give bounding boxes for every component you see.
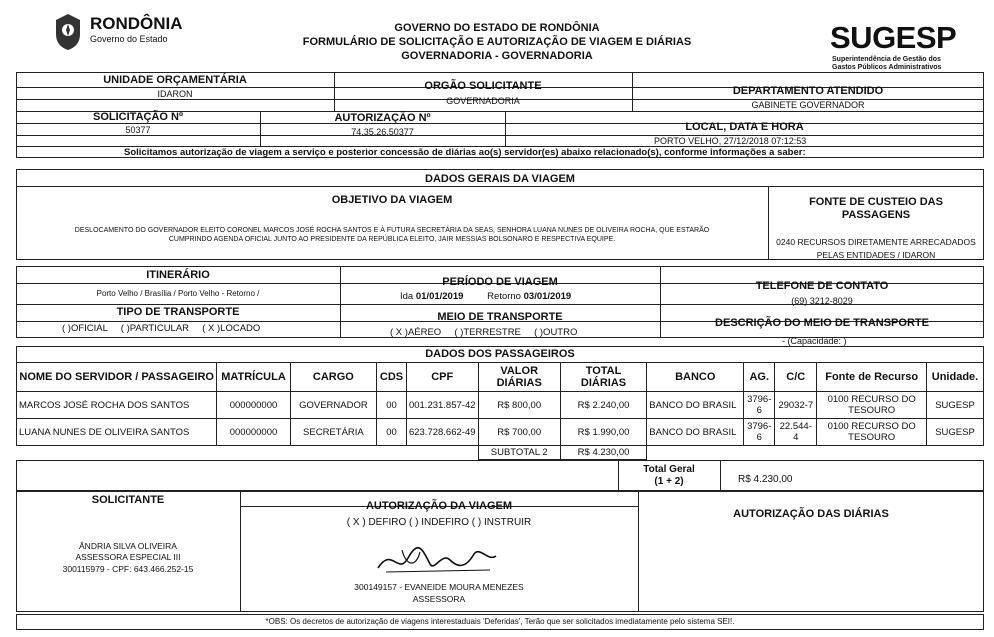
sugesp-subtitle-1: Superintendência de Gestão dos <box>832 56 941 63</box>
itinerario-value: Porto Velho / Brasília / Porto Velho - Retorno / <box>96 289 260 298</box>
descricao-label: DESCRIÇÃO DO MEIO DE TRANSPORTE <box>715 317 929 329</box>
local-value: PORTO VELHO, 27/12/2018 07:12:53 <box>654 136 807 146</box>
col-banco: BANCO <box>647 363 744 392</box>
col-total-diarias: TOTAL DIÁRIAS <box>560 363 646 392</box>
tipo-transporte-label: TIPO DE TRANSPORTE <box>116 306 240 318</box>
autorizador-role: ASSESSORA <box>412 594 466 604</box>
solicitacao-label: SOLICITAÇÃO Nº <box>93 111 183 123</box>
cell-cpf: 001.231.857-42 <box>406 392 478 419</box>
fonte-value-1: 0240 RECURSOS DIRETAMENTE ARRECADADOS <box>776 237 976 247</box>
intro-text: Solicitamos autorização de viagem a serviço e posterior concessão de diárias ao(s) servidor(es) abaixo relacionado(s), conforme informações a saber: <box>124 147 806 158</box>
passageiros-title: DADOS DOS PASSAGEIROS <box>425 348 575 360</box>
col-matricula: MATRÍCULA <box>217 363 290 392</box>
signature-icon <box>372 538 502 580</box>
col-nome: NOME DO SERVIDOR / PASSAGEIRO <box>17 363 217 392</box>
cell-cds: 00 <box>377 419 407 446</box>
doc-title-2: FORMULÁRIO DE SOLICITAÇÃO E AUTORIZAÇÃO DE VIAGEM E DIÁRIAS <box>302 36 692 48</box>
cell-banco: BANCO DO BRASIL <box>647 419 744 446</box>
periodo-label: PERÍODO DE VIAGEM <box>442 276 558 288</box>
col-unidade: Unidade. <box>927 363 984 392</box>
autorizacao-viagem-options: ( X ) DEFIRO ( ) INDEFIRO ( ) INSTRUIR <box>346 517 532 528</box>
doc-title-3: GOVERNADORIA - GOVERNADORIA <box>401 50 593 62</box>
cell-valor-diarias: R$ 800,00 <box>478 392 560 419</box>
obs-text: *OBS: Os decretos de autorização de viagens interestaduais 'Deferidas', Terão que ser solicitados imediatamente pelo sistema SEI!. <box>265 617 735 626</box>
total-geral-label-2: (1 + 2) <box>654 476 684 487</box>
col-fonte-recurso: Fonte de Recurso <box>817 363 927 392</box>
ida-label: Ida <box>400 291 414 302</box>
cell-total-diarias: R$ 1.990,00 <box>560 419 646 446</box>
cell-unidade: SUGESP <box>927 392 984 419</box>
sugesp-logo: SUGESP <box>830 20 957 55</box>
cell-nome: LUANA NUNES DE OLIVEIRA SANTOS <box>17 419 217 446</box>
solicitante-id: 300115979 - CPF: 643.466.252-15 <box>62 564 194 574</box>
cell-cds: 00 <box>377 392 407 419</box>
total-geral-block <box>16 460 984 491</box>
solicitante-name: ÂNDRIA SILVA OLIVEIRA <box>79 541 177 551</box>
objetivo-line-1: DESLOCAMENTO DO GOVERNADOR ELEITO CORONEL MARCOS JOSÉ ROCHA SANTOS E À FUTURA SECRETÁRIA DA SEAS, SENHORA LUANA NUNES DE OLIVEIRA ROCHA, QUE ESTARÃO <box>74 227 710 234</box>
total-geral-value: R$ 4.230,00 <box>738 474 793 485</box>
total-geral-label-1: Total Geral <box>643 464 695 475</box>
objetivo-line-2: CUMPRINDO AGENDA OFICIAL JUNTO AO PRESIDENTE DA REPÚBLICA ELEITO, JAIR MESSIAS BOLSONARO E RESPECTIVA EQUIPE. <box>168 236 616 243</box>
unidade-label: UNIDADE ORÇAMENTÁRIA <box>103 74 247 86</box>
cell-total-diarias: R$ 2.240,00 <box>560 392 646 419</box>
cell-agencia: 3796-6 <box>744 419 775 446</box>
periodo-values <box>400 291 571 302</box>
autorizacao-value: 74.35.26.50377 <box>351 127 414 137</box>
subtotal-value: R$ 4.230,00 <box>560 446 646 460</box>
cell-fonte-recurso: 0100 RECURSO DO TESOURO <box>817 392 927 419</box>
cell-banco: BANCO DO BRASIL <box>647 392 744 419</box>
fonte-label-1: FONTE DE CUSTEIO DAS <box>809 196 943 208</box>
solicitante-label: SOLICITANTE <box>91 494 165 506</box>
orgao-value: GOVERNADORIA <box>446 96 520 106</box>
cell-matricula: 000000000 <box>217 419 290 446</box>
col-cds: CDS <box>377 363 407 392</box>
cell-conta: 29032-7 <box>775 392 817 419</box>
telefone-label: TELEFONE DE CONTATO <box>755 280 889 292</box>
cell-unidade: SUGESP <box>927 419 984 446</box>
retorno-label: Retorno <box>487 291 521 302</box>
meio-transporte-options: ( X )AÉREO ( )TERRESTRE ( )OUTRO <box>390 327 578 338</box>
autorizacao-diarias-label: AUTORIZAÇÃO DAS DIÁRIAS <box>733 508 889 520</box>
local-label: LOCAL, DATA E HORA <box>685 121 804 133</box>
objetivo-label: OBJETIVO DA VIAGEM <box>331 194 453 206</box>
departamento-value: GABINETE GOVERNADOR <box>751 100 865 110</box>
cell-fonte-recurso: 0100 RECURSO DO TESOURO <box>817 419 927 446</box>
cell-nome: MARCOS JOSÉ ROCHA DOS SANTOS <box>17 392 217 419</box>
tipo-transporte-options: ( )OFICIAL ( )PARTICULAR ( X )LOCADO <box>62 323 261 334</box>
cell-cargo: GOVERNADOR <box>290 392 376 419</box>
col-cargo: CARGO <box>290 363 376 392</box>
autorizacao-label: AUTORIZAÇÃO Nº <box>334 112 431 124</box>
doc-title-1: GOVERNO DO ESTADO DE RONDÔNIA <box>394 22 600 34</box>
unidade-value: IDARON <box>157 89 193 99</box>
ida-value: 01/01/2019 <box>415 291 464 302</box>
autorizacao-viagem-label: AUTORIZAÇÃO DA VIAGEM <box>365 500 513 512</box>
meio-transporte-label: MEIO DE TRANSPORTE <box>437 311 563 323</box>
subtotal-label: SUBTOTAL 2 <box>478 446 560 460</box>
cell-conta: 22.544-4 <box>775 419 817 446</box>
orgao-label: ORGÃO SOLICITANTE <box>424 80 542 92</box>
departamento-label: DEPARTAMENTO ATENDIDO <box>732 85 884 97</box>
descricao-value: - (Capacidade: ) <box>782 336 847 346</box>
col-cpf: CPF <box>406 363 478 392</box>
subtotal-row <box>17 446 984 460</box>
fonte-label-2: PASSAGENS <box>841 209 911 221</box>
passengers-header-row <box>17 363 984 392</box>
cell-valor-diarias: R$ 700,00 <box>478 419 560 446</box>
solicitacao-value: 50377 <box>125 125 151 135</box>
retorno-value: 03/01/2019 <box>523 291 572 302</box>
table-row <box>17 419 984 446</box>
col-agencia: AG. <box>744 363 775 392</box>
fonte-value-2: PELAS ENTIDADES / IDARON <box>816 250 936 260</box>
col-valor-diarias: VALOR DIÁRIAS <box>478 363 560 392</box>
solicitante-role: ASSESSORA ESPECIAL III <box>75 552 181 562</box>
itinerario-label: ITINERÁRIO <box>146 269 210 281</box>
sugesp-subtitle-2: Gastos Públicos Administrativos <box>832 64 942 71</box>
state-name: RONDÔNIA <box>90 14 183 33</box>
dados-gerais-title: DADOS GERAIS DA VIAGEM <box>425 173 575 185</box>
table-row <box>17 392 984 419</box>
telefone-value: (69) 3212-8029 <box>791 296 853 306</box>
cell-cargo: SECRETÁRIA <box>290 419 376 446</box>
cell-cpf: 623.728.662-49 <box>406 419 478 446</box>
cell-matricula: 000000000 <box>217 392 290 419</box>
autorizador-id: 300149157 - EVANEIDE MOURA MENEZES <box>354 582 524 592</box>
cell-agencia: 3796-6 <box>744 392 775 419</box>
passengers-table <box>16 362 984 460</box>
state-subtitle: Governo do Estado <box>90 34 168 44</box>
col-conta: C/C <box>775 363 817 392</box>
